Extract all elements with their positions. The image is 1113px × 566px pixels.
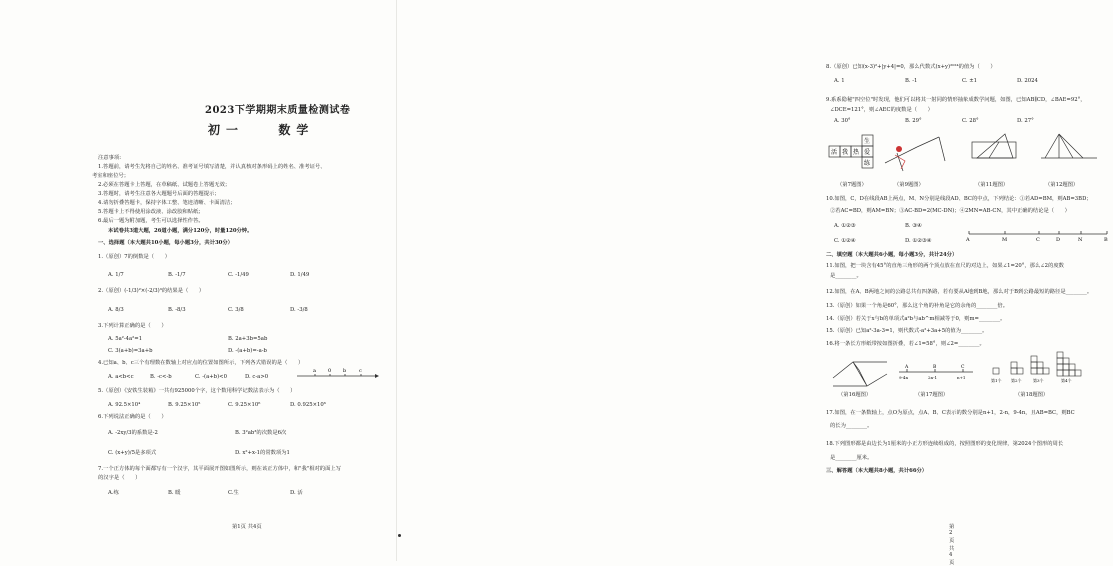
question-9: 9.系系隐秘"四空位"时发现，他们可以将其一射同的情形抽象成数学问题，如图，已知AB∥CD，∠BAE=92°， — [826, 97, 1086, 103]
axis-label: b — [343, 368, 347, 374]
question-12: 12.如图，在A、B两地之间的公路总共有四条路，若有要从A地到B地，那么对于B到公路最短的路径是________。 — [826, 289, 1093, 295]
figure-caption: （第18题图） — [1015, 392, 1049, 398]
net-char: 活 — [831, 149, 838, 156]
option-a: A.练 — [108, 490, 119, 496]
notice-line: 1.答题前，请考生先将自己的姓名、准考证号填写清楚，并认真核对条形码上的姓名、准考证号、 — [98, 164, 326, 170]
option-c: C. ①②④ — [834, 238, 856, 244]
option-d: D. 2024 — [1017, 78, 1038, 84]
option-c: C. 3(a+b)=3a+b — [108, 348, 153, 354]
net-char: 爱 — [864, 149, 871, 156]
question-14: 14.（原创）若关于x与b的单项式a²b与ab^m相减等于0，则m=________。 — [826, 316, 1006, 322]
folded-strip-figure — [831, 354, 891, 390]
option-c: C. 28° — [962, 118, 979, 124]
question-17: 17.如图，在一条数轴上，点O为原点，点A、B、C表示的数分别是n+1，2-n，9-4n，且AB=BC，则BC — [826, 410, 1075, 416]
option-a: A. 1 — [834, 78, 845, 84]
question-2: 2.（原创）(-1/3)²×(-2/3)³的结果是（ ） — [98, 288, 205, 294]
figure-caption: （第7题图） — [837, 182, 867, 188]
figure-caption: （第11题图） — [975, 182, 1009, 188]
left-page — [0, 0, 397, 561]
option-a: A. 30° — [834, 118, 851, 124]
option-d: D. c-a>0 — [245, 374, 269, 380]
option-b: B. -c<-b — [150, 374, 172, 380]
page-footer: 第1页 共4页 — [232, 524, 262, 530]
option-a: A. 1/7 — [108, 272, 124, 278]
notice-line: 5.答题卡上不得使用涂改液、涂改胶和贴纸； — [98, 209, 204, 215]
right-page — [397, 0, 1108, 566]
question-3: 3.下列计算正确的是（ ） — [98, 323, 167, 329]
figure-caption: （第17题图） — [915, 392, 949, 398]
pattern-label: 第2个 — [1011, 378, 1022, 383]
option-b: B. 3²ab³的次数是6次 — [235, 430, 287, 436]
option-b: B. 2a+3b=5ab — [228, 336, 268, 342]
question-6: 6.下列说法正确的是（ ） — [98, 414, 167, 420]
option-d: D. ①②③④ — [905, 238, 932, 244]
segment-label: B — [1104, 237, 1108, 243]
option-b: B. -1/7 — [168, 272, 186, 278]
section-heading: 一、选择题（本大题共10小题，每小题3分，共计30分） — [98, 240, 233, 246]
question-15: 15.（原创）已知a²-3a-3=1，则代数式-a²+3a+5的值为________。 — [826, 328, 988, 334]
point-value: 9-4n — [899, 375, 909, 380]
option-c: C.生 — [228, 490, 239, 496]
notice-line: 3.答题时，请考生注意各大题题号后面的答题提示； — [98, 191, 220, 197]
option-b: B. 9.25×10⁵ — [168, 402, 201, 408]
option-d: D. 27° — [1017, 118, 1034, 124]
segment-label: M — [1002, 237, 1008, 243]
option-d: D. -(a+b)=-a-b — [228, 348, 267, 354]
figure-caption: （第9题图） — [894, 182, 924, 188]
segment-label: A — [966, 237, 970, 243]
pattern-label: 第4个 — [1061, 378, 1072, 383]
question-11-cont: 是________。 — [830, 273, 862, 279]
option-a: A. 92.5×10⁴ — [108, 402, 141, 408]
option-b: B. 29° — [905, 118, 922, 124]
figure-caption: （第12题图） — [1045, 182, 1079, 188]
shortest-path-figure — [1037, 130, 1099, 168]
question-9-cont: ∠DCE=121°，则∠AEC的度数是（ ） — [830, 107, 933, 113]
option-b: B. -8/3 — [168, 307, 186, 313]
net-char: 热 — [853, 149, 860, 156]
point-label: A — [905, 365, 909, 370]
option-c: C. 3/8 — [228, 307, 244, 313]
option-a: A. 5a²-4a²=1 — [108, 336, 143, 342]
option-c: C. 9.25×10⁶ — [228, 402, 261, 408]
notice-line: 本试卷共3道大题，26道小题，满分120分，时量120分钟。 — [108, 228, 253, 234]
segment-figure — [963, 222, 1113, 242]
ruler-triangle-figure — [969, 132, 1019, 166]
number-line-17 — [897, 362, 977, 384]
option-c: C. ±1 — [962, 78, 978, 84]
axis-label: 0 — [328, 368, 332, 374]
net-char: 练 — [864, 160, 871, 167]
exam-title: 2023下学期期末质量检测试卷 — [205, 105, 351, 116]
net-char: 生 — [864, 138, 871, 145]
point-label: B — [933, 365, 937, 370]
question-1: 1.（原创）7的倒数是（ ） — [98, 254, 170, 260]
segment-label: D — [1056, 237, 1061, 243]
segment-label: N — [1078, 237, 1083, 243]
point-value: 2n-1 — [928, 375, 938, 380]
option-b: B. ③④ — [905, 223, 922, 229]
axis-label: c — [359, 368, 362, 374]
pattern-label: 第1个 — [991, 378, 1002, 383]
question-17-cont: 的长为________。 — [830, 423, 873, 429]
option-c: C. -(a+b)<0 — [195, 374, 227, 380]
question-8: 8.（原创）已知(x-3)²+|y+4|=0，那么代数式(x+y)²⁰²⁴的值为（ ） — [826, 64, 996, 70]
question-4: 4.已知a、b、c三个有理数在数轴上对应点的位置如图所示，下列各式错误的是（ ） — [98, 360, 304, 366]
option-d: D. x²+x-1的常数项为1 — [235, 450, 290, 456]
subject-label: 数学 — [278, 123, 315, 137]
question-7: 7.一个正方体的每个面都写有一个汉字，其平面展开图如图所示，则在该正方体中，和"我"相对的面上写 — [98, 466, 341, 472]
option-a: A. a<b<c — [108, 374, 134, 380]
question-18-cont: 是________厘米。 — [830, 455, 873, 461]
question-13: 13.（原创）如果一个角是60°，那么这个角的补角是它的余角的________倍。 — [826, 303, 1009, 309]
axis-label: a — [313, 368, 316, 374]
notice-heading: 注意事项: — [98, 155, 121, 161]
notice-line: 2.必须在答题卡上答题，在草稿纸、试题卷上答题无效； — [98, 182, 231, 188]
option-a: A. -2xy/3的系数是-2 — [108, 430, 158, 436]
exam-subtitle — [208, 121, 314, 138]
option-d: D. -3/8 — [290, 307, 308, 313]
question-18: 18.下列图形都是由边长为1厘米的小正方形连续组成的，按照图形的变化规律，第2024个图形的周长 — [826, 441, 1064, 447]
option-d: D. 活 — [290, 490, 303, 496]
segment-label: C — [1036, 237, 1040, 243]
figure-caption: （第16题图） — [838, 392, 872, 398]
net-char: 我 — [842, 149, 849, 156]
point-label: C — [961, 365, 965, 370]
question-10-cont: ②若AC=BD，则AM=BN；③AC-BD=2(MC-DN)；④2MN=AB-CN，其中正确的结论是（ ） — [830, 208, 1070, 214]
option-d: D. 0.925×10⁶ — [290, 402, 326, 408]
option-b: B. -1 — [905, 78, 918, 84]
point-value: n+1 — [957, 375, 966, 380]
option-c: C. -1/49 — [228, 272, 249, 278]
pattern-label: 第3个 — [1033, 378, 1044, 383]
question-5: 5.（原创）《安铁生装箱》一共有925000个字，这个数用科学记数法表示为（ ） — [98, 388, 296, 394]
number-line-figure — [295, 364, 380, 382]
angle-figure — [877, 133, 949, 175]
option-a: A. 8/3 — [108, 307, 124, 313]
option-b: B. 暖 — [168, 490, 181, 496]
question-7-cont: 的汉字是（ ） — [98, 475, 141, 481]
notice-line: 4.请勿折叠答题卡，保持字体工整、笔迹清晰、卡面清洁； — [98, 200, 236, 206]
notice-line: 6.最后一题为附加题，考生可以选择性作答。 — [98, 218, 204, 224]
section-heading: 二、填空题（本大题共6小题，每小题3分，共计24分） — [826, 252, 958, 258]
page-footer: 第2页 共4页 — [949, 524, 955, 566]
grade-label: 初一 — [208, 123, 245, 137]
question-16: 16.将一条长方形纸带按如图折叠，若∠1=58°，则∠2=________。 — [826, 341, 985, 347]
notice-line: 考室和座位号； — [92, 173, 130, 179]
option-c: C. (x+y)/5是多项式 — [108, 450, 157, 456]
option-a: A. ①②③ — [834, 223, 856, 229]
option-d: D. 1/49 — [290, 272, 310, 278]
question-10: 10.如图，C，D在线段AB上两点，M、N分别是线段AD、BC的中点，下列结论：①若AD=BM，则AB=3BD； — [826, 196, 1092, 202]
section-heading: 三、解答题（本大题共8小题，共计66分） — [826, 468, 928, 474]
square-pattern-figure — [991, 352, 1087, 386]
question-11: 11.如图，把一块含有45°的直角三角形的两个顶点放在直尺的对边上，如果∠1=20°，那么∠2的度数 — [826, 263, 1064, 269]
